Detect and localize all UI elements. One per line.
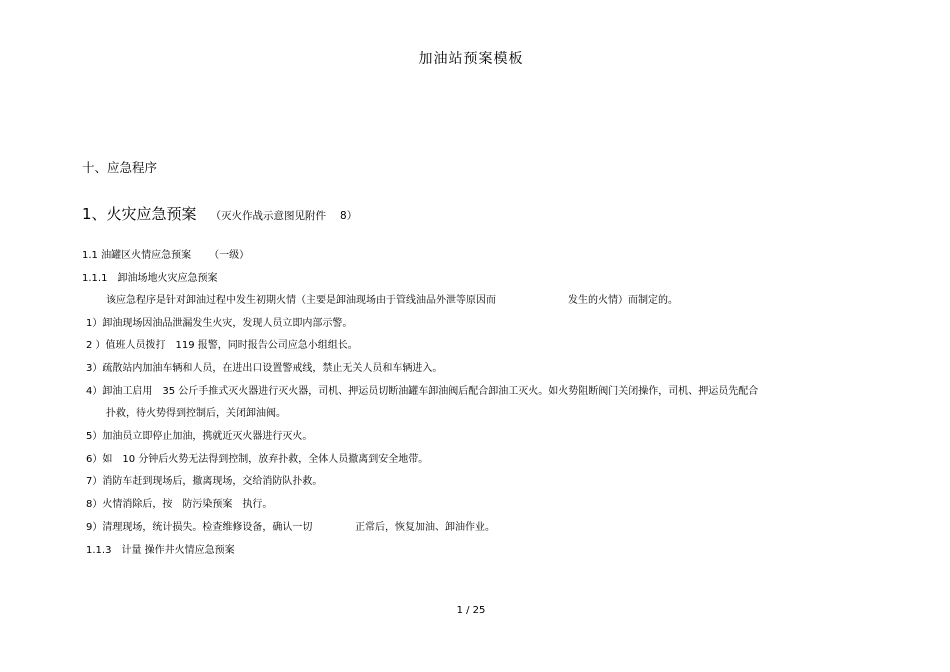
step-4: 4）卸油工启用 35 公斤手推式灭火器进行灭火器，司机、押运员切断油罐车卸油阀后配合卸油工灭火。如火势阻断阀门关闭操作，司机、押运员先配合 — [86, 386, 759, 397]
page-number: 1 / 25 — [456, 605, 486, 616]
heading-fire-plan-note: （灭火作战示意图见附件 — [210, 210, 327, 222]
heading-fire-plan-text: 1、火灾应急预案 — [82, 205, 197, 223]
step-7: 7）消防车赶到现场后，撤离现场，交给消防队扑救。 — [86, 476, 323, 487]
subheading-1-1-level: （一级） — [209, 250, 250, 261]
heading-fire-plan-note-num: 8） — [340, 210, 358, 222]
subheading-1-1-3: 1.1.3 计量 操作井火情应急预案 — [86, 545, 235, 556]
step-1: 1）卸油现场因油品泄漏发生火灾，发现人员立即内部示警。 — [86, 318, 353, 329]
intro-part1: 该应急程序是针对卸油过程中发生初期火情（主要是卸油现场由于管线油品外泄等原因而 — [106, 295, 496, 306]
step-2: 2 ）值班人员拨打 119 报警，同时报告公司应急小组组长。 — [86, 340, 358, 351]
step-3: 3）疏散站内加油车辆和人员，在进出口设置警戒线，禁止无关人员和车辆进入。 — [86, 363, 443, 374]
intro-paragraph — [106, 296, 496, 306]
step-9-part1: 9）清理现场，统计损失。检查维修设备，确认一切 — [86, 522, 313, 533]
section-heading: 十、应急程序 — [82, 160, 158, 175]
intro-part2: 发生的火情）而制定的。 — [568, 295, 678, 306]
page-title: 加油站预案模板 — [418, 51, 524, 67]
step-6: 6）如 10 分钟后火势无法得到控制，放弃扑救，全体人员撤离到安全地带。 — [86, 454, 429, 465]
subheading-1-1 — [82, 251, 249, 261]
step-9-part2: 正常后，恢复加油、卸油作业。 — [355, 522, 495, 533]
heading-fire-plan — [82, 207, 357, 222]
step-8: 8）火情消除后，按 防污染预案 执行。 — [86, 499, 273, 510]
step-5: 5）加油员立即停止加油，携就近灭火器进行灭火。 — [86, 431, 313, 442]
subheading-1-1-1: 1.1.1 卸油场地火灾应急预案 — [82, 273, 218, 284]
step-4-continued: 扑救，待火势得到控制后，关闭卸油阀。 — [106, 408, 286, 419]
subheading-1-1-text: 1.1 油罐区火情应急预案 — [82, 250, 192, 261]
